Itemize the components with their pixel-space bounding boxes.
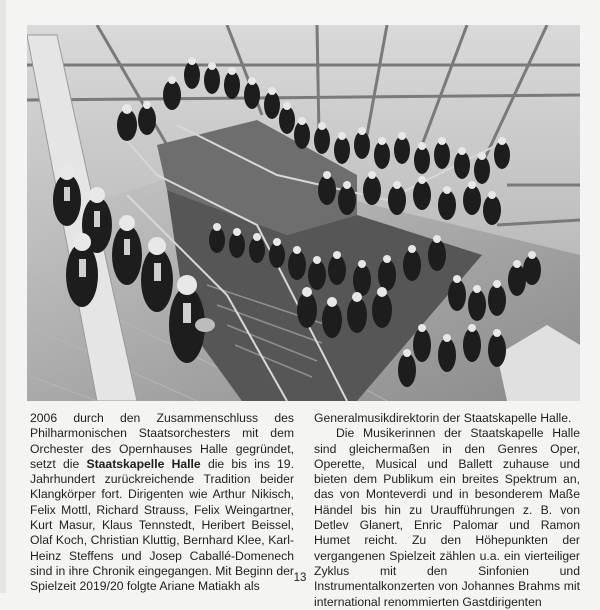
paragraph-end-line: Generalmusikdirektorin der Staatskapelle Halle. [314,411,572,425]
paragraph-continuation: die bis ins 19. Jahrhundert zurückreichende Tradition beider Klangkörper fort. Dirigenten wie Arthur Nikisch, Felix Mottl, Richard Strauss, Felix Weingartner, Kurt Masur, Klaus Tennstedt, Heribert Beissel, Olaf Koch, Christian Kluttig, Bernhard Klee, Karl-Heinz Steffens und Josep Caballé-Domenech sind in ihre Chronik eingegangen. Mit Beginn der Spielzeit 2019/20 folgte Ariane Matiakh als [30,456,294,594]
french-horn [195,318,215,332]
orchestra-name-emphasis: Staatskapelle Halle [86,456,201,471]
page-number: 13 [293,572,307,584]
biography-paragraph [30,411,294,595]
left-text-column [30,411,294,595]
repertoire-paragraph: Die Musikerinnen der Staatskapelle Halle sind gleichermaßen in den Genres Oper, Operette, Musical und Ballett zuhause und bieten dem Publikum ein breites Spektrum an, das von Monteverdi und in besonderem Maße Händel bis hin zu Uraufführungen z. B. von Detlev Glanert, Enric Palomar und Ramon Humet reicht. Zu den Höhepunkten der vergangenen Spielzeit zählen u.a. ein vierteiliger Zyklus mit den Sinfonien und Instrumentalkonzerten von Johannes Brahms mit international renommierten Gastdirigenten [314,426,580,609]
orchestra-photo [27,25,580,401]
paragraph-start: 2006 durch den Zusammenschluss des Philharmonischen Staatsorchesters mit dem Orchester des Opernhauses Halle gegründet, setzt die [30,411,294,471]
